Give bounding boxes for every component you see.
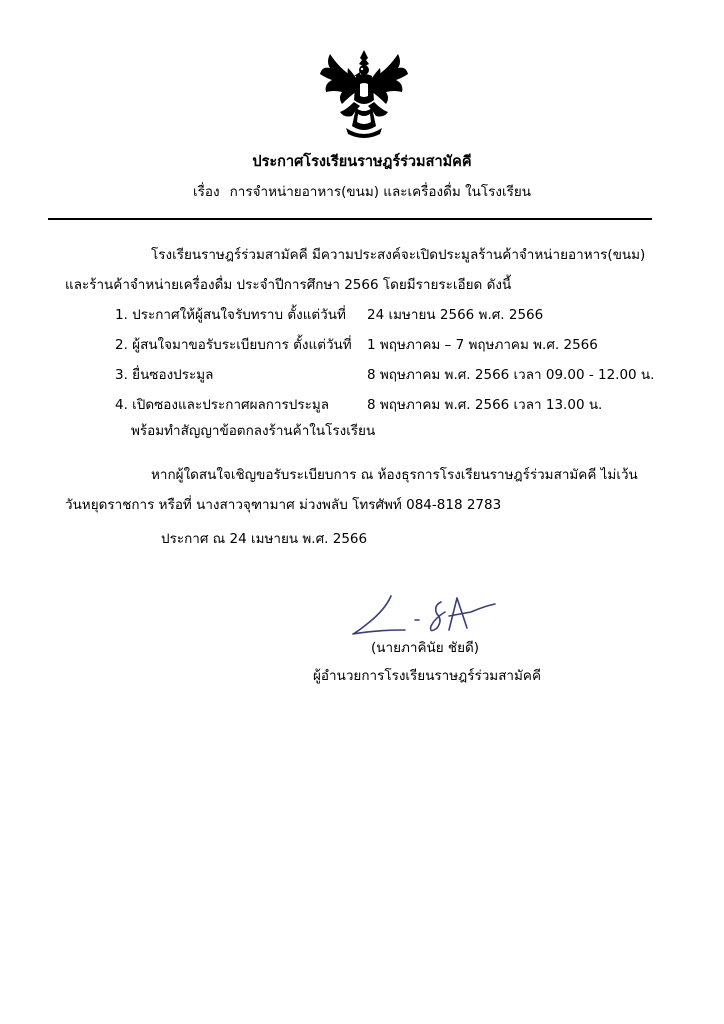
subject-label: เรื่อง: [193, 184, 220, 200]
schedule-item-4-continuation: พร้อมทำสัญญาข้อตกลงร้านค้าในโรงเรียน: [131, 423, 376, 439]
schedule-item-2-label: 2. ผู้สนใจมาขอรับระเบียบการ ตั้งแต่วันที่: [115, 337, 352, 353]
schedule-item-4-label: 4. เปิดซองและประกาศผลการประมูล: [115, 397, 330, 413]
signatory-position: ผู้อำนวยการโรงเรียนราษฎร์ร่วมสามัคคี: [313, 668, 541, 684]
schedule-item-3-label: 3. ยื่นซองประมูล: [115, 367, 214, 383]
schedule-item-1-date: 24 เมษายน 2566 พ.ศ. 2566: [367, 307, 544, 323]
schedule-item-2-date: 1 พฤษภาคม – 7 พฤษภาคม พ.ศ. 2566: [367, 337, 598, 353]
intro-paragraph-line-2: และร้านค้าจำหน่ายเครื่องดื่ม ประจำปีการศึกษา 2566 โดยมีรายระเอียด ดังนี้: [65, 277, 512, 293]
handwritten-signature: [345, 590, 505, 642]
subject-text: การจำหน่ายอาหาร(ขนม) และเครื่องดื่ม ในโรงเรียน: [229, 184, 531, 200]
contact-paragraph-line-2: วันหยุดราชการ หรือที่ นางสาวจุฑามาศ ม่วงพลับ โทรศัพท์ 084-818 2783: [65, 497, 502, 513]
contact-paragraph-line-1: หากผู้ใดสนใจเชิญขอรับระเบียบการ ณ ห้องธุรการโรงเรียนราษฎร์ร่วมสามัคคี ไม่เว้น: [151, 467, 638, 483]
intro-paragraph-line-1: โรงเรียนราษฎร์ร่วมสามัคคี มีความประสงค์จะเปิดประมูลร้านค้าจำหน่ายอาหาร(ขนม): [151, 247, 646, 263]
schedule-item-1-label: 1. ประกาศให้ผู้สนใจรับทราบ ตั้งแต่วันที่: [115, 307, 346, 323]
announcement-date: ประกาศ ณ 24 เมษายน พ.ศ. 2566: [161, 531, 368, 547]
signatory-name: (นายภาคินัย ชัยดี): [371, 640, 480, 656]
schedule-item-4-date: 8 พฤษภาคม พ.ศ. 2566 เวลา 13.00 น.: [367, 397, 603, 413]
document-title: ประกาศโรงเรียนราษฎร์ร่วมสามัคคี: [252, 154, 472, 170]
document-subject: [0, 180, 724, 202]
garuda-emblem-icon: [316, 48, 412, 140]
header-divider: [48, 218, 652, 220]
schedule-item-3-date: 8 พฤษภาคม พ.ศ. 2566 เวลา 09.00 - 12.00 น.: [367, 367, 655, 383]
